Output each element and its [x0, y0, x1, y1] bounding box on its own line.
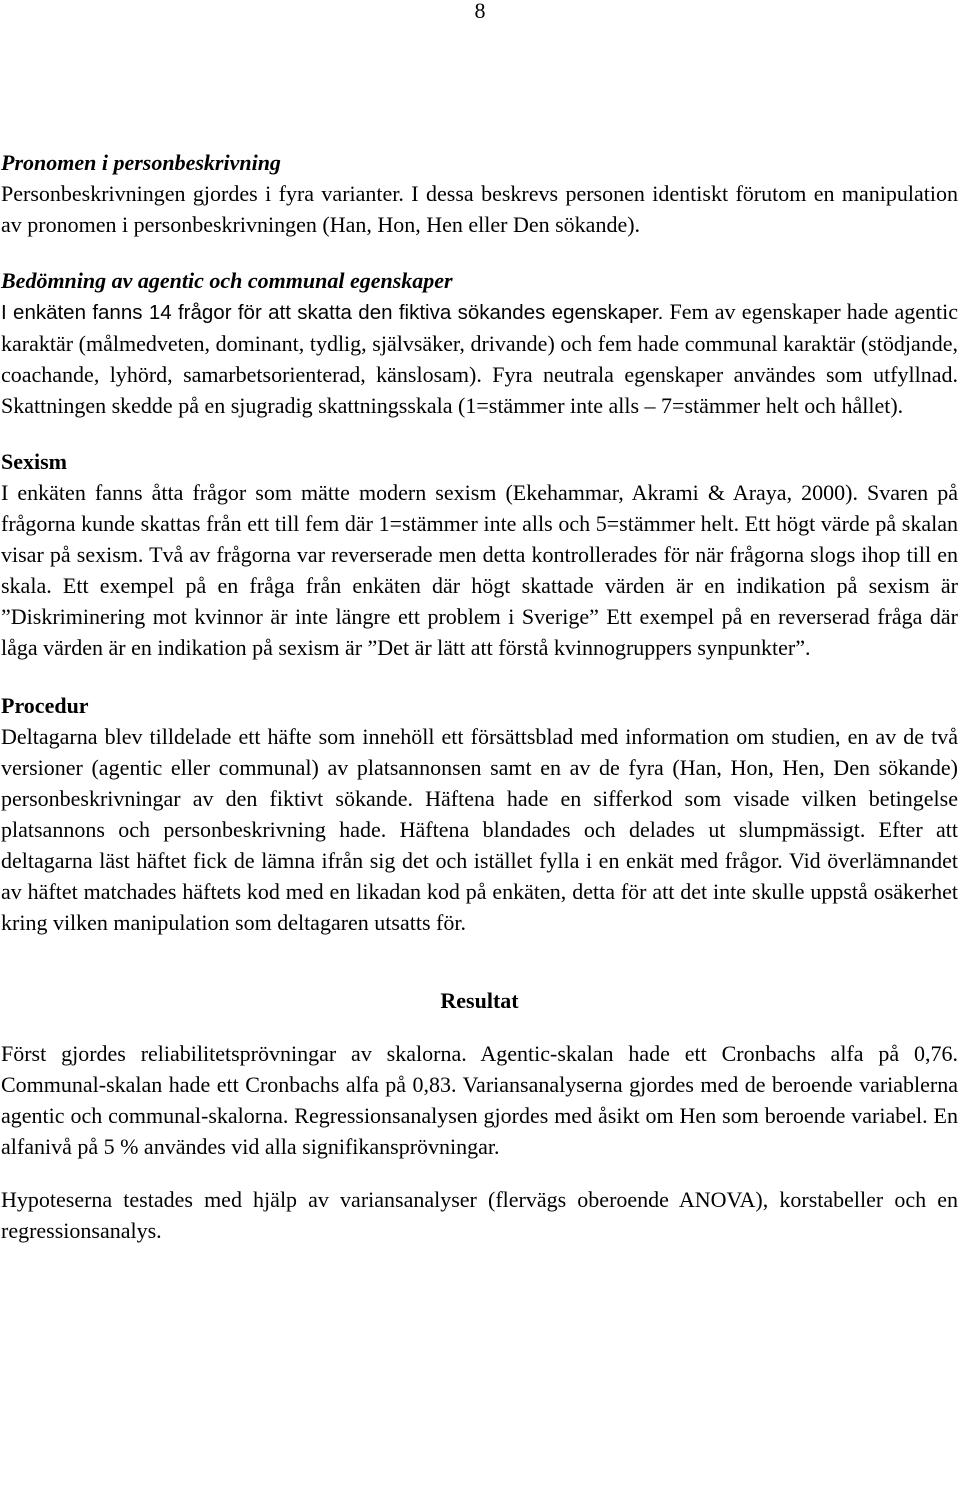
page-number: 8 — [474, 0, 486, 23]
section-resultat — [1, 985, 958, 1246]
section-heading-procedur: Procedur — [1, 693, 89, 718]
section-sexism — [1, 446, 958, 663]
paragraph-bedomning-body: Fem av egenskaper hade agentic karaktär (målmedveten, dominant, tydlig, självsäker, drivande) och fem hade communal karaktär (stödjande, coachande, lyhörd, samarbetsorienterad, känslosam). Fyra neutrala egenskaper användes som utfyllnad. Skattningen skedde på en sjugradig skattningsskala (1=stämmer inte alls – 7=stämmer helt och hållet). — [1, 299, 958, 418]
section-pronomen — [1, 147, 958, 240]
section-procedur — [1, 690, 958, 938]
paragraph-bedomning-lead: I enkäten fanns 14 frågor för att skatta den fiktiva sökandes egenskaper. — [1, 301, 664, 324]
section-heading-pronomen: Pronomen i personbeskrivning — [1, 150, 281, 175]
paragraph-bedomning — [1, 296, 958, 421]
section-heading-resultat: Resultat — [440, 988, 519, 1013]
document-page — [1, 147, 958, 1246]
section-heading-bedomning: Bedömning av agentic och communal egenskaper — [1, 268, 453, 293]
paragraph-procedur: Deltagarna blev tilldelade ett häfte som innehöll ett försättsblad med information om studien, en av de två versioner (agentic eller communal) av platsannonsen samt en av de fyra (Han, Hon, Hen, Den sökande) personbeskrivningar av den fiktivt sökande. Häftena hade en sifferkod som visade vilken betingelse platsannons och personbeskrivning hade. Häftena blandades och delades ut slumpmässigt. Efter att deltagarna läst häftet fick de lämna ifrån sig det och istället fylla i en enkät med frågor. Vid överlämnandet av häftet matchades häftets kod med en likadan kod på enkäten, detta för att det inte skulle uppstå osäkerhet kring vilken manipulation som deltagaren utsatts för. — [1, 724, 958, 935]
paragraph-resultat-1: Först gjordes reliabilitetsprövningar av skalorna. Agentic-skalan hade ett Cronbachs alfa på 0,76. Communal-skalan hade ett Cronbachs alfa på 0,83. Variansanalyserna gjordes med de beroende variablerna agentic och communal-skalorna. Regressionsanalysen gjordes med åsikt om Hen som beroende variabel. En alfanivå på 5 % användes vid alla signifikansprövningar. — [1, 1041, 958, 1159]
paragraph-sexism: I enkäten fanns åtta frågor som mätte modern sexism (Ekehammar, Akrami & Araya, 2000). Svaren på frågorna kunde skattas från ett till fem där 1=stämmer inte alls och 5=stämmer helt. Ett högt värde på skalan visar på sexism. Två av frågorna var reverserade men detta kontrollerades för när frågorna slogs ihop till en skala. Ett exempel på en fråga från enkäten där högt skattade värden är en indikation på sexism är ”Diskriminering mot kvinnor är inte längre ett problem i Sverige” Ett exempel på en reverserad fråga där låga värden är en indikation på sexism är ”Det är lätt att förstå kvinnogruppers synpunkter”. — [1, 480, 958, 660]
paragraph-pronomen: Personbeskrivningen gjordes i fyra varianter. I dessa beskrevs personen identiskt förutom en manipulation av pronomen i personbeskrivningen (Han, Hon, Hen eller Den sökande). — [1, 181, 958, 237]
section-heading-sexism: Sexism — [1, 449, 67, 474]
section-bedomning — [1, 265, 958, 421]
paragraph-resultat-2: Hypoteserna testades med hjälp av variansanalyser (flervägs oberoende ANOVA), korstabeller och en regressionsanalys. — [1, 1187, 958, 1243]
